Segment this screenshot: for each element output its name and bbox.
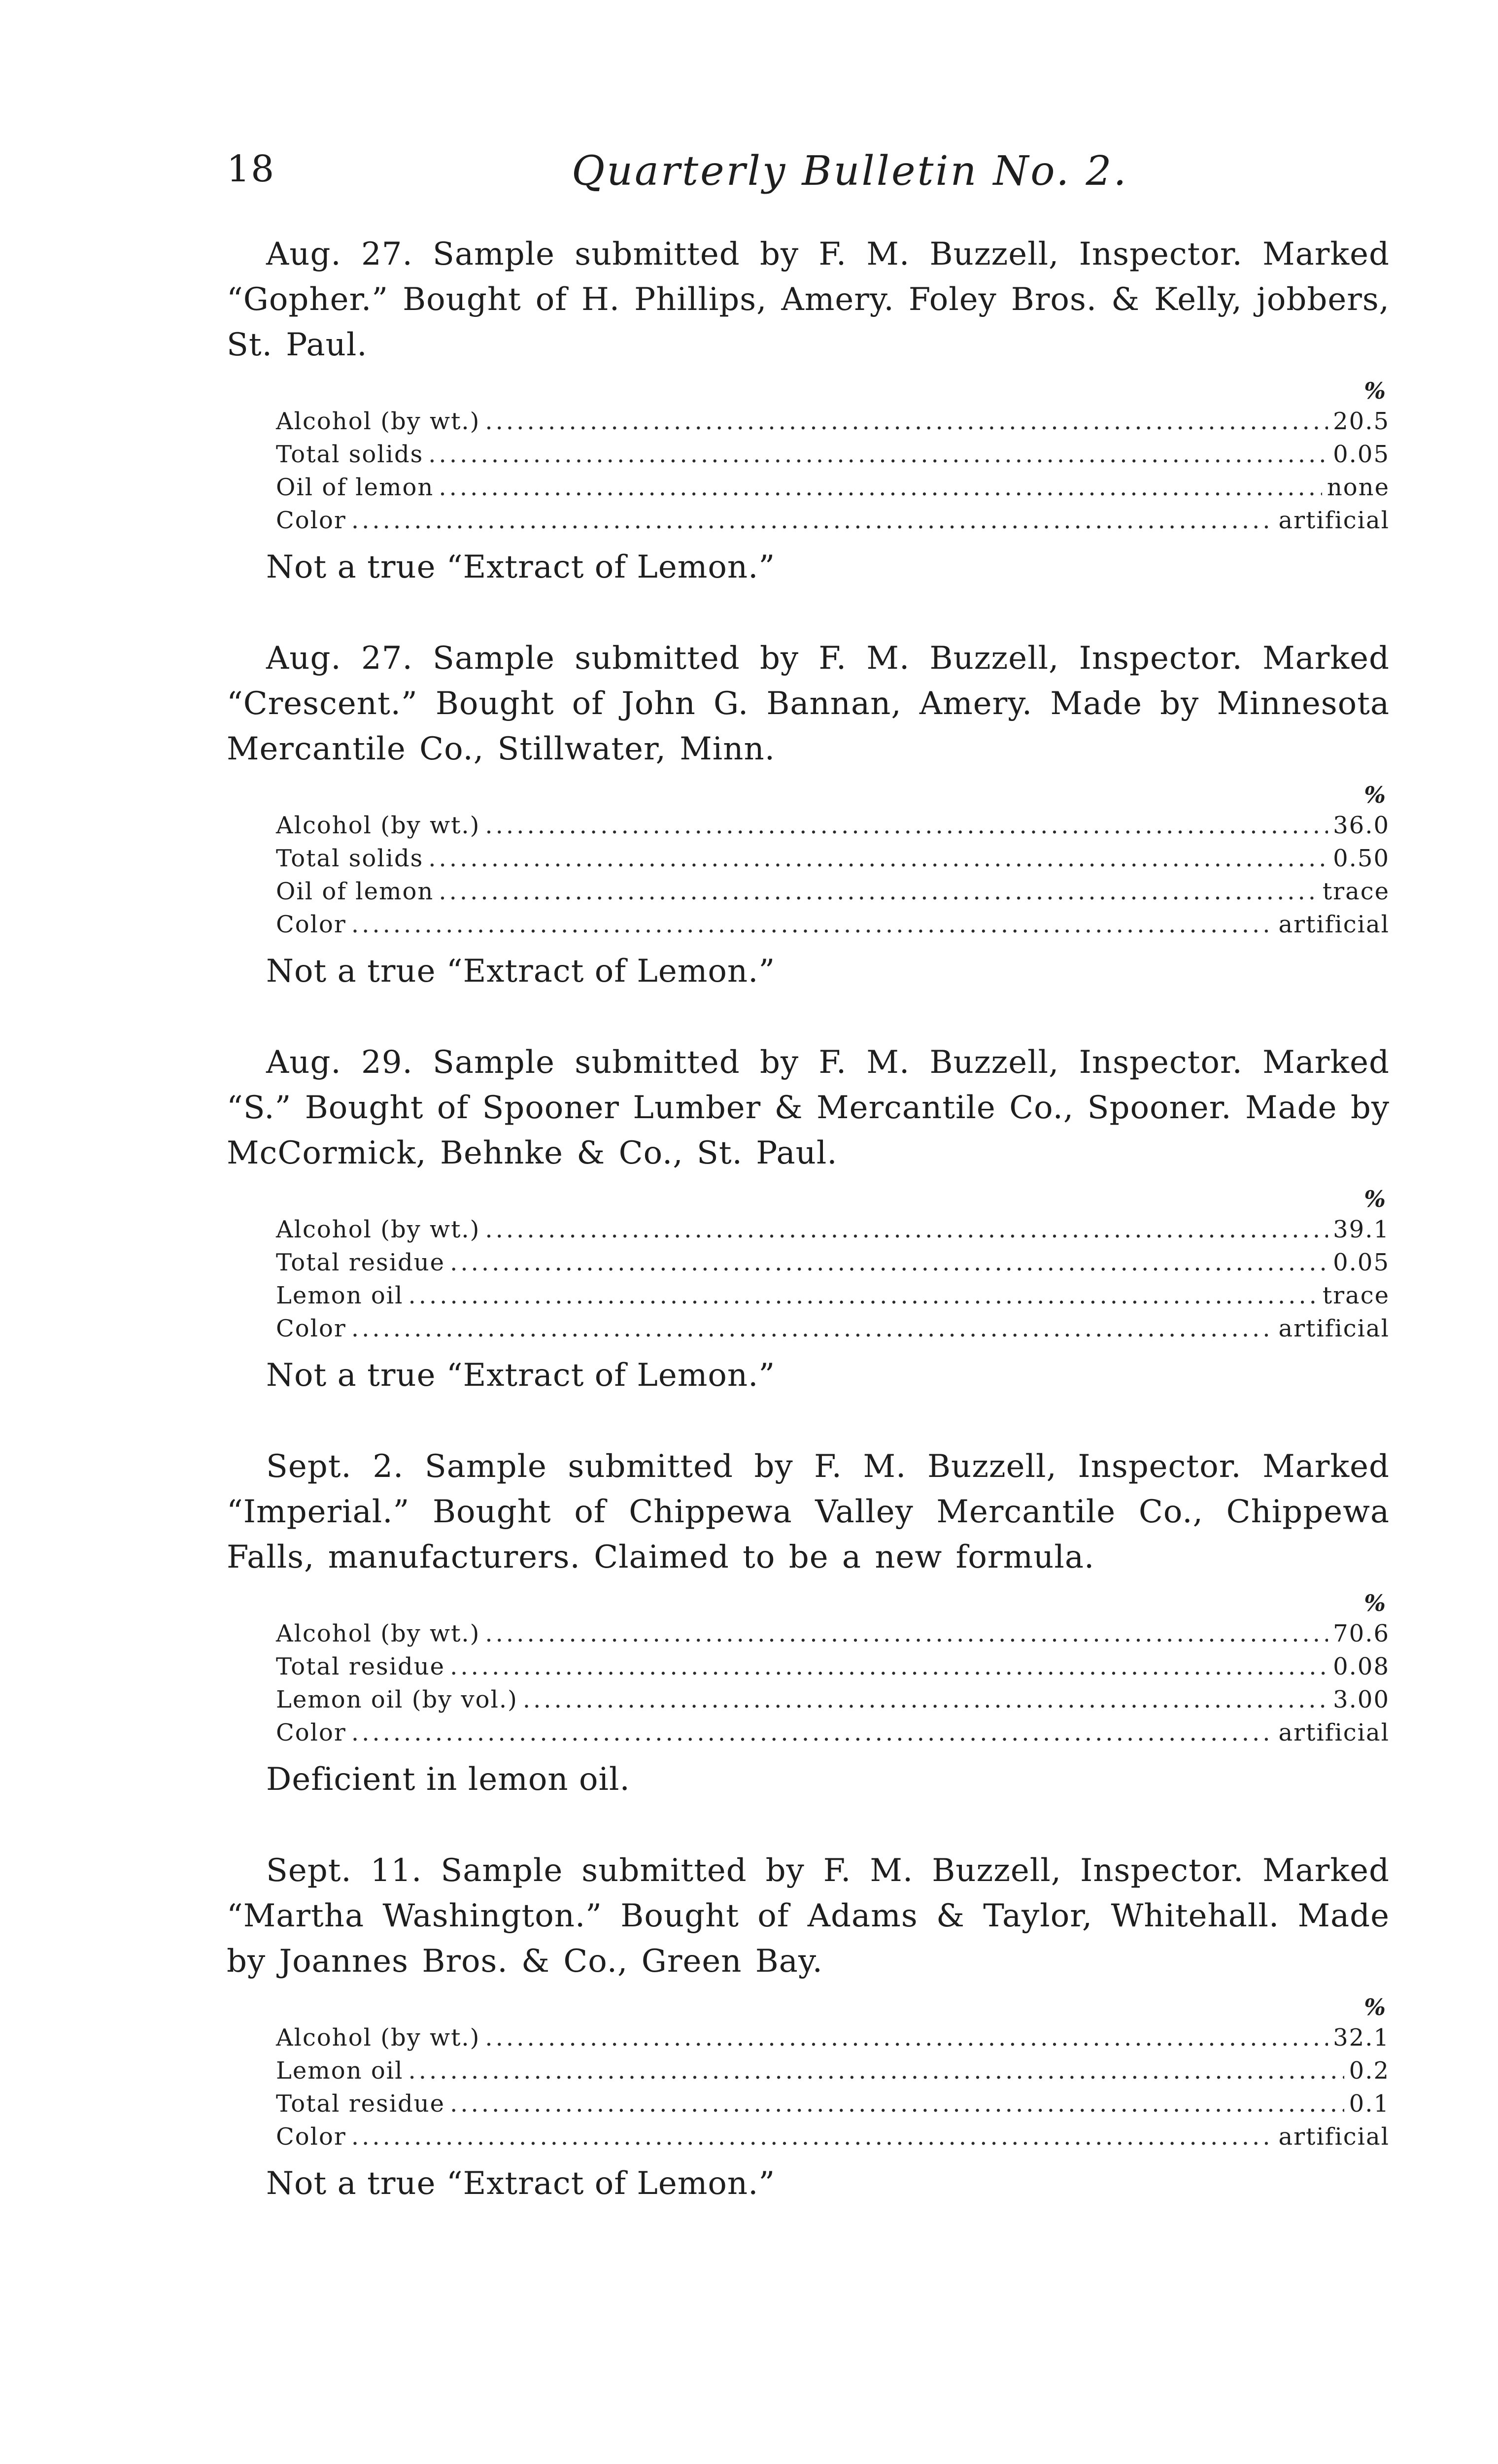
- analysis-label: Lemon oil: [276, 2057, 404, 2085]
- analysis-row: [276, 842, 1390, 875]
- analysis-table: [276, 1213, 1390, 1345]
- percent-symbol: %: [1364, 1186, 1386, 1212]
- analysis-value: artificial: [1278, 1315, 1390, 1342]
- analysis-row: [276, 1312, 1390, 1345]
- analysis-row: [276, 471, 1390, 504]
- analysis-value: 36.0: [1333, 812, 1390, 839]
- analysis-row: [276, 2121, 1390, 2154]
- analysis-label: Alcohol (by wt.): [276, 2024, 480, 2052]
- analysis-label: Color: [276, 2123, 346, 2151]
- analysis-table: [276, 1617, 1390, 1749]
- verdict: Deficient in lemon oil.: [266, 1761, 630, 1798]
- leader-dots: [351, 1716, 1274, 1749]
- leader-dots: [439, 471, 1322, 504]
- analysis-row: [276, 1213, 1390, 1246]
- analysis-row: [276, 438, 1390, 471]
- leader-dots: [450, 2088, 1344, 2121]
- leader-dots: [485, 1213, 1328, 1246]
- analysis-row: [276, 1246, 1390, 1279]
- analysis-value: 0.2: [1349, 2057, 1390, 2085]
- leader-dots: [428, 842, 1328, 875]
- analysis-row: [276, 908, 1390, 941]
- analysis-value: artificial: [1278, 2123, 1390, 2151]
- sample-description: Aug. 29. Sample submitted by F. M. Buzzell, Inspector. Marked “S.” Bought of Spooner Lumber & Mercantile Co., Spooner. Made by McCormick, Behnke & Co., St. Paul.: [227, 1044, 1390, 1171]
- analysis-row: [276, 2088, 1390, 2121]
- analysis-value: 39.1: [1333, 1216, 1390, 1243]
- analysis-row: [276, 1650, 1390, 1683]
- leader-dots: [485, 2021, 1328, 2054]
- analysis-value: 3.00: [1333, 1686, 1390, 1713]
- percent-symbol: %: [1364, 1590, 1386, 1616]
- sample-entry-gopher: [227, 232, 1390, 585]
- sample-description: Sept. 2. Sample submitted by F. M. Buzzell, Inspector. Marked “Imperial.” Bought of Chippewa Valley Mercantile Co., Chippewa Falls, manufacturers. Claimed to be a new formula.: [227, 1448, 1390, 1575]
- analysis-row: [276, 875, 1390, 908]
- analysis-value: 0.05: [1333, 441, 1390, 468]
- analysis-label: Total solids: [276, 845, 424, 872]
- leader-dots: [428, 438, 1328, 471]
- analysis-row: [276, 1716, 1390, 1749]
- leader-dots: [351, 504, 1274, 537]
- analysis-label: Alcohol (by wt.): [276, 812, 480, 839]
- analysis-label: Alcohol (by wt.): [276, 1216, 480, 1243]
- leader-dots: [439, 875, 1318, 908]
- analysis-value: 0.05: [1333, 1249, 1390, 1276]
- leader-dots: [351, 2121, 1274, 2154]
- analysis-value: artificial: [1278, 507, 1390, 534]
- sample-entry-s: [227, 1040, 1390, 1394]
- analysis-value: artificial: [1278, 911, 1390, 938]
- analysis-value: none: [1327, 474, 1390, 501]
- analysis-row: [276, 1279, 1390, 1312]
- analysis-row: [276, 504, 1390, 537]
- leader-dots: [408, 2054, 1344, 2088]
- verdict: Not a true “Extract of Lemon.”: [266, 549, 776, 585]
- percent-symbol: %: [1364, 377, 1386, 404]
- analysis-value: 0.08: [1333, 1653, 1390, 1680]
- analysis-row: [276, 2054, 1390, 2088]
- leader-dots: [523, 1683, 1328, 1716]
- sample-description: Aug. 27. Sample submitted by F. M. Buzzell, Inspector. Marked “Crescent.” Bought of John G. Bannan, Amery. Made by Minnesota Mercantile Co., Stillwater, Minn.: [227, 640, 1390, 767]
- sample-description: Aug. 27. Sample submitted by F. M. Buzzell, Inspector. Marked “Gopher.” Bought of H. Phillips, Amery. Foley Bros. & Kelly, jobbers, St. Paul.: [227, 236, 1390, 363]
- analysis-value: trace: [1322, 1282, 1390, 1309]
- analysis-value: trace: [1322, 878, 1390, 905]
- leader-dots: [351, 1312, 1274, 1345]
- leader-dots: [450, 1650, 1328, 1683]
- analysis-value: artificial: [1278, 1719, 1390, 1746]
- leader-dots: [450, 1246, 1328, 1279]
- percent-symbol: %: [1364, 1994, 1386, 2020]
- bulletin-title: Quarterly Bulletin No. 2.: [572, 148, 1128, 195]
- sample-entry-martha-washington: [227, 1848, 1390, 2202]
- leader-dots: [408, 1279, 1317, 1312]
- leader-dots: [485, 809, 1328, 842]
- analysis-row: [276, 1683, 1390, 1716]
- analysis-label: Total residue: [276, 2090, 445, 2118]
- sample-entry-crescent: [227, 636, 1390, 990]
- analysis-label: Lemon oil: [276, 1282, 404, 1309]
- analysis-table: [276, 2021, 1390, 2154]
- analysis-row: [276, 809, 1390, 842]
- verdict: Not a true “Extract of Lemon.”: [266, 2165, 776, 2202]
- analysis-value: 20.5: [1333, 408, 1390, 435]
- analysis-label: Color: [276, 1315, 346, 1342]
- analysis-label: Oil of lemon: [276, 474, 434, 501]
- analysis-value: 0.50: [1333, 845, 1390, 872]
- analysis-value: 0.1: [1349, 2090, 1390, 2118]
- analysis-label: Total solids: [276, 441, 424, 468]
- analysis-row: [276, 2021, 1390, 2054]
- leader-dots: [485, 1617, 1328, 1650]
- analysis-row: [276, 1617, 1390, 1650]
- analysis-label: Total residue: [276, 1249, 445, 1276]
- analysis-table: [276, 809, 1390, 941]
- analysis-value: 32.1: [1333, 2024, 1390, 2052]
- analysis-label: Alcohol (by wt.): [276, 1620, 480, 1647]
- sample-entry-imperial: [227, 1444, 1390, 1798]
- analysis-label: Color: [276, 1719, 346, 1746]
- verdict: Not a true “Extract of Lemon.”: [266, 1357, 776, 1394]
- analysis-label: Alcohol (by wt.): [276, 408, 480, 435]
- analysis-label: Total residue: [276, 1653, 445, 1680]
- analysis-label: Lemon oil (by vol.): [276, 1686, 518, 1713]
- analysis-row: [276, 405, 1390, 438]
- leader-dots: [485, 405, 1328, 438]
- running-head: [227, 148, 1390, 207]
- sample-description: Sept. 11. Sample submitted by F. M. Buzzell, Inspector. Marked “Martha Washington.” Bought of Adams & Taylor, Whitehall. Made by Joannes Bros. & Co., Green Bay.: [227, 1852, 1390, 1980]
- analysis-table: [276, 405, 1390, 537]
- percent-symbol: %: [1364, 782, 1386, 808]
- analysis-label: Oil of lemon: [276, 878, 434, 905]
- analysis-label: Color: [276, 911, 346, 938]
- leader-dots: [351, 908, 1274, 941]
- analysis-value: 70.6: [1333, 1620, 1390, 1647]
- verdict: Not a true “Extract of Lemon.”: [266, 953, 776, 990]
- page-number: 18: [227, 148, 275, 190]
- analysis-label: Color: [276, 507, 346, 534]
